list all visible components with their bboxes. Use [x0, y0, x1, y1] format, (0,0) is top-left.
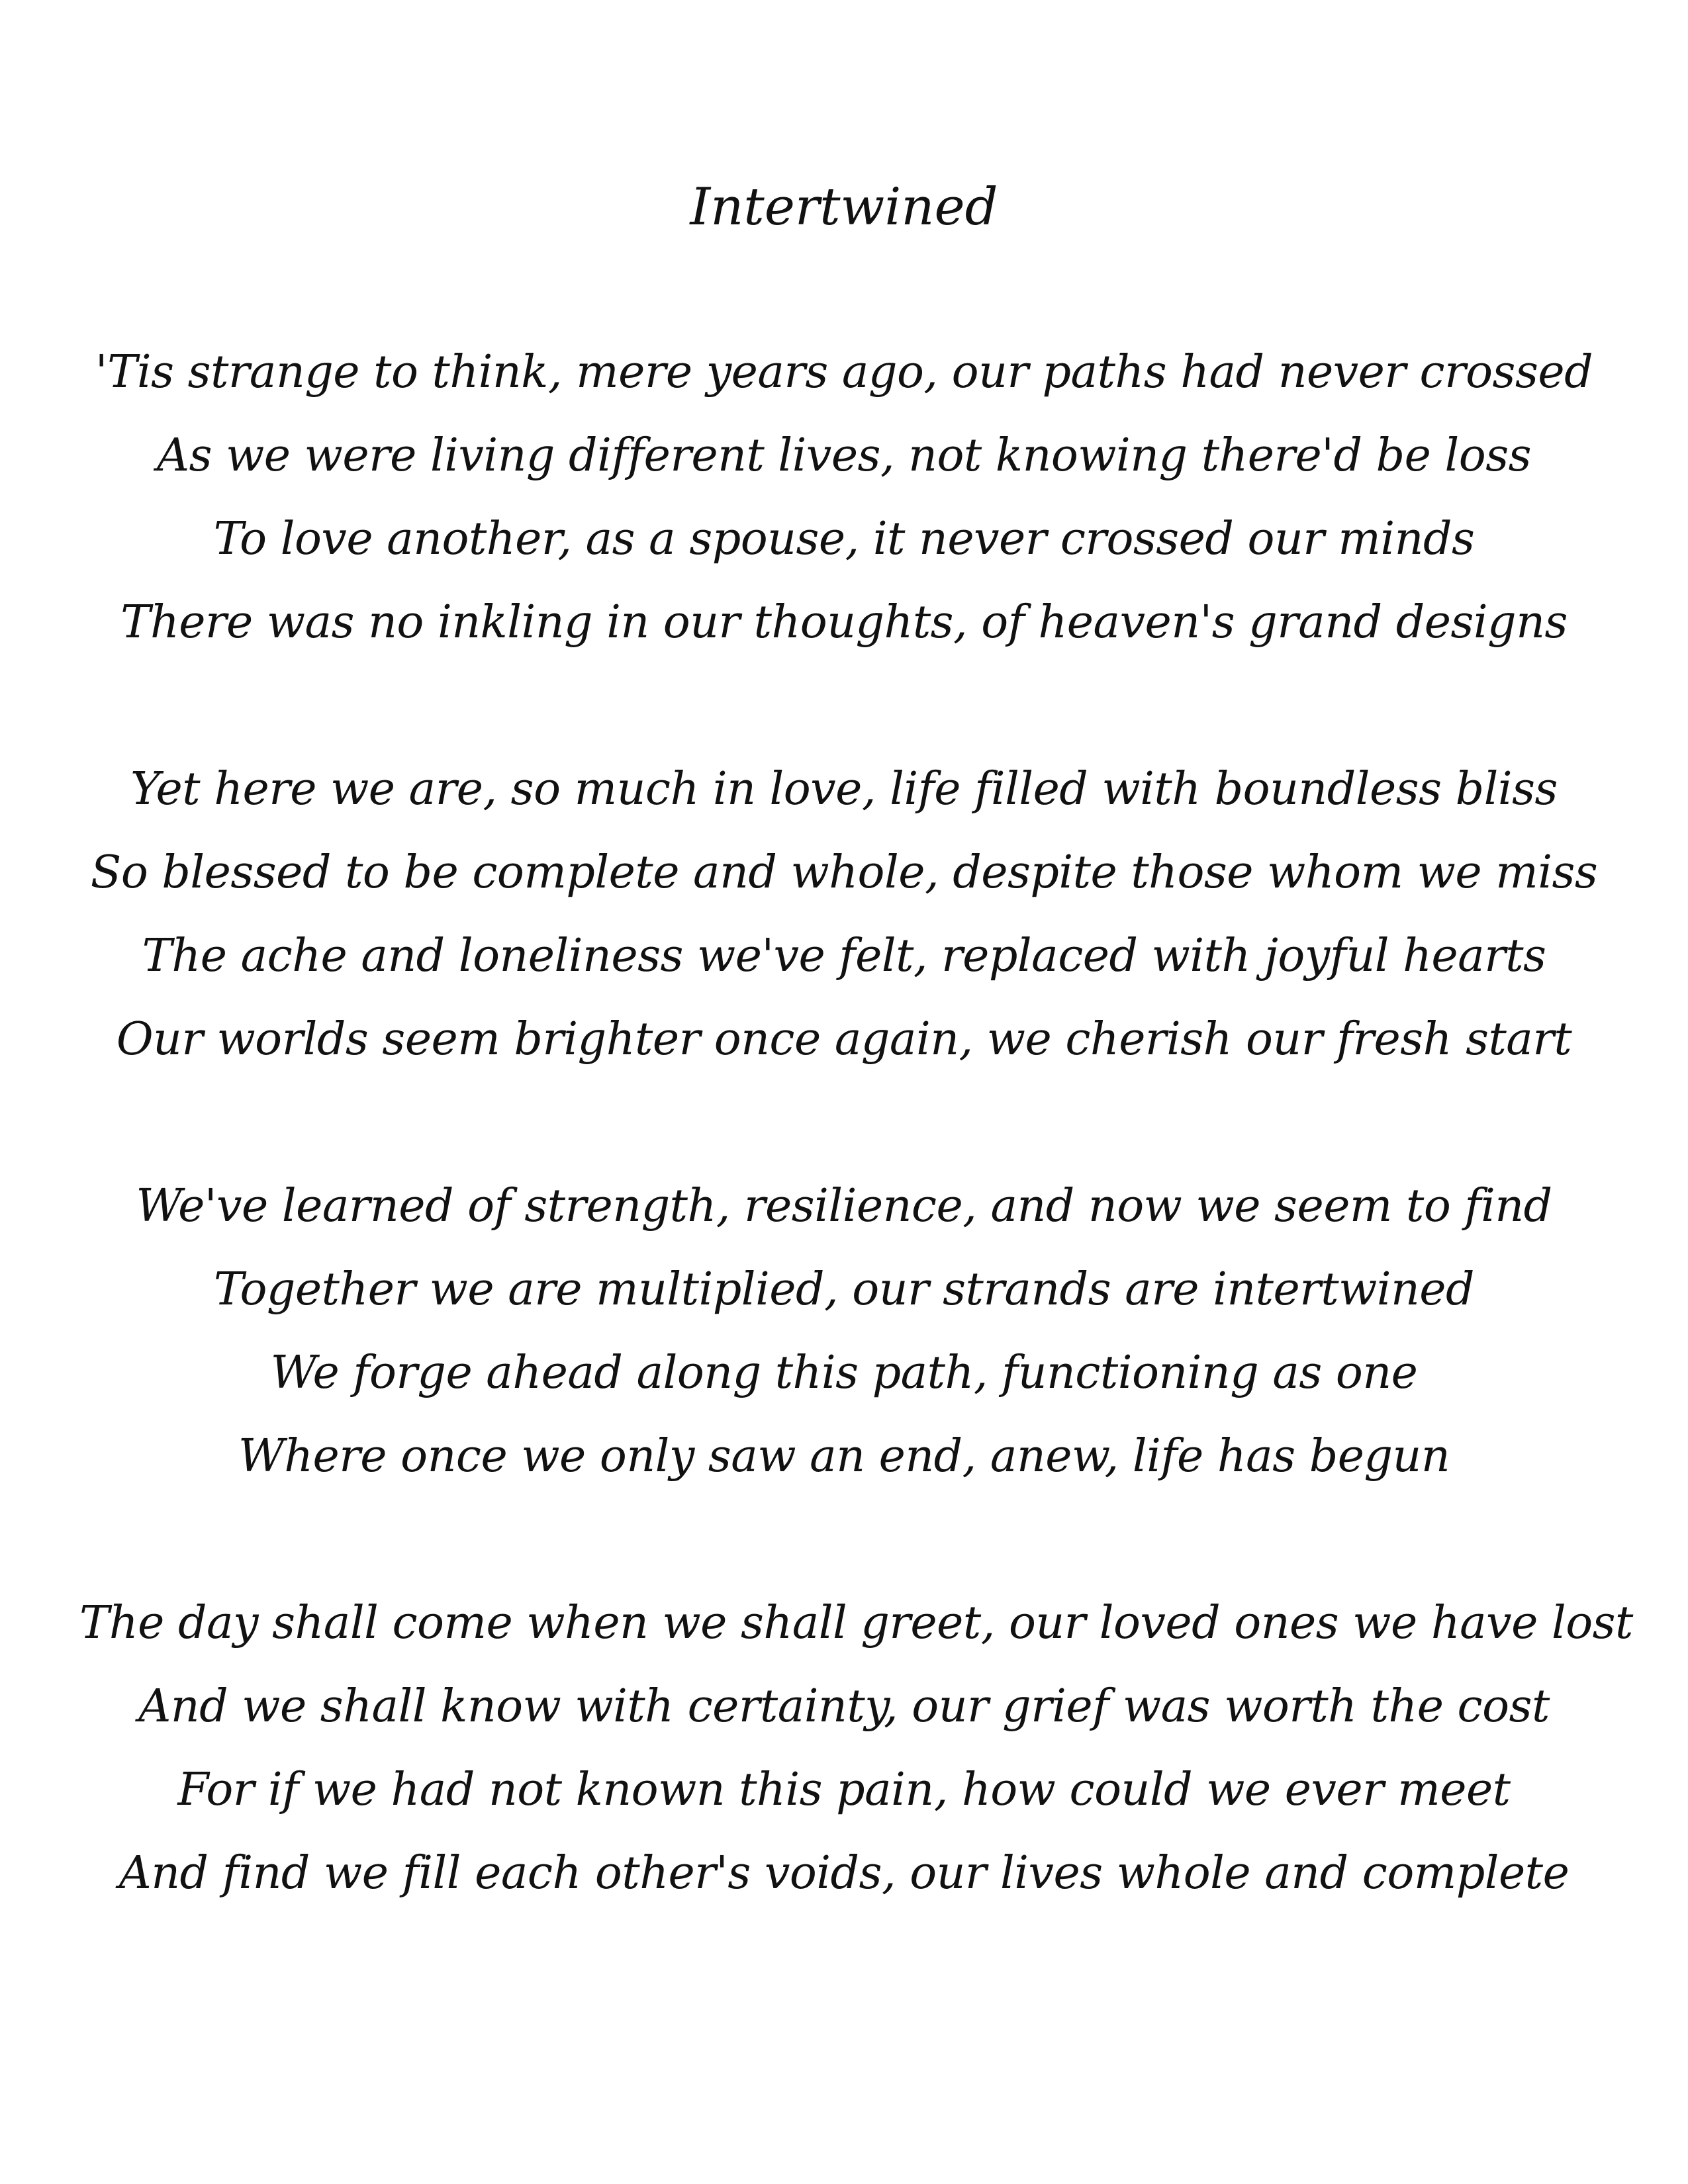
poem-line: And find we fill each other's voids, our lives whole and complete — [118, 1847, 1570, 1899]
poem-line: As we were living different lives, not knowing there'd be loss — [156, 430, 1532, 482]
poem-line: 'Tis strange to think, mere years ago, our paths had never crossed — [95, 346, 1593, 398]
stanza-4 — [79, 1582, 1633, 1915]
stanza-2 — [79, 748, 1609, 1081]
poem-line: The day shall come when we shall greet, our loved ones we have lost — [79, 1597, 1633, 1649]
poem-line: There was no inkling in our thoughts, of heaven's grand designs — [120, 596, 1568, 649]
poem-line: So blessed to be complete and whole, despite those whom we miss — [90, 846, 1598, 899]
poem-line: Yet here we are, so much in love, life filled with boundless bliss — [130, 763, 1558, 815]
stanza-3 — [79, 1165, 1609, 1498]
poem-line: For if we had not known this pain, how could we ever meet — [177, 1764, 1511, 1816]
poem-line: We forge ahead along this path, functioning as one — [270, 1347, 1418, 1399]
poem-title: Intertwined — [690, 177, 998, 237]
poem-line: Where once we only saw an end, anew, life has begun — [238, 1430, 1450, 1482]
poem-line: Our worlds seem brighter once again, we cherish our fresh start — [116, 1013, 1572, 1066]
poem-line: We've learned of strength, resilience, and now we seem to find — [136, 1180, 1552, 1232]
poem-line: The ache and loneliness we've felt, replaced with joyful hearts — [142, 930, 1546, 982]
stanza-1 — [79, 331, 1609, 664]
poem-line: Together we are multiplied, our strands are intertwined — [213, 1263, 1475, 1316]
poem-line: To love another, as a spouse, it never crossed our minds — [213, 513, 1475, 565]
poem-line: And we shall know with certainty, our grief was worth the cost — [138, 1680, 1550, 1733]
